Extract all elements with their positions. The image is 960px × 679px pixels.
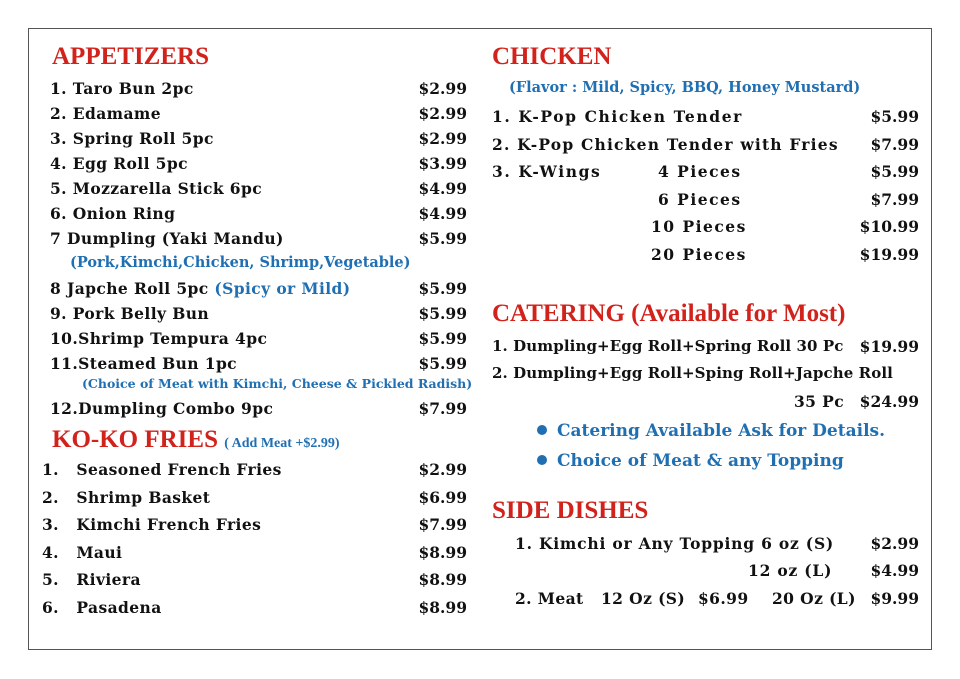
menu-item-price: $6.99 bbox=[418, 488, 467, 507]
wing-qty: 10 Pieces bbox=[651, 217, 747, 236]
menu-item-price: $2.99 bbox=[418, 460, 467, 479]
menu-item-name: 1. K-Pop Chicken Tender bbox=[492, 107, 743, 126]
menu-item-name: 10.Shrimp Tempura 4pc bbox=[50, 329, 268, 348]
menu-item-price: $5.99 bbox=[418, 329, 467, 348]
menu-item-name: 1. Taro Bun 2pc bbox=[50, 79, 194, 98]
spicy-mild-note: (Spicy or Mild) bbox=[214, 279, 351, 298]
menu-item-name: 2. K-Pop Chicken Tender with Fries bbox=[492, 135, 839, 154]
side-item-size: 12 Oz (S) bbox=[601, 589, 686, 608]
menu-item-name: 5. Mozzarella Stick 6pc bbox=[50, 179, 263, 198]
catering-item: 2. Dumpling+Egg Roll+Sping Roll+Japche Roll bbox=[492, 364, 893, 382]
wing-price: $7.99 bbox=[870, 190, 919, 209]
menu-item-name bbox=[50, 281, 351, 297]
menu-item-price: $5.99 bbox=[418, 279, 467, 298]
menu-item-price: $4.99 bbox=[418, 179, 467, 198]
fries-title bbox=[52, 427, 340, 452]
menu-item-price: $5.99 bbox=[418, 304, 467, 323]
menu-item-name: 4. Egg Roll 5pc bbox=[50, 154, 188, 173]
menu-item-name: 9. Pork Belly Bun bbox=[50, 304, 210, 323]
catering-qty: 35 Pc bbox=[794, 392, 845, 411]
menu-item-name: 3. Spring Roll 5pc bbox=[50, 129, 214, 148]
menu-item-name: 1. Seasoned French Fries bbox=[42, 460, 282, 479]
menu-item-price: $8.99 bbox=[418, 598, 467, 617]
side-dishes-title: SIDE DISHES bbox=[492, 497, 649, 524]
menu-item-price: $8.99 bbox=[418, 543, 467, 562]
side-item-name: 1. Kimchi or Any Topping 6 oz (S) bbox=[515, 534, 835, 553]
menu-item-name: 3. K-Wings bbox=[492, 162, 602, 181]
side-item-price: $6.99 bbox=[698, 589, 749, 608]
catering-price: $24.99 bbox=[859, 392, 919, 411]
fries-title-text: KO-KO FRIES bbox=[52, 426, 218, 453]
bullet-dot-icon bbox=[537, 425, 547, 435]
dumpling-options-note: (Pork,Kimchi,Chicken, Shrimp,Vegetable) bbox=[70, 254, 411, 271]
catering-bullet bbox=[537, 423, 885, 440]
menu-item-price: $2.99 bbox=[418, 79, 467, 98]
menu-item-price: $2.99 bbox=[418, 104, 467, 123]
catering-title: CATERING (Available for Most) bbox=[492, 300, 846, 327]
menu-item-name: 5. Riviera bbox=[42, 570, 141, 589]
wing-qty: 20 Pieces bbox=[651, 245, 747, 264]
appetizers-title: APPETIZERS bbox=[52, 43, 209, 70]
menu-item-price: $3.99 bbox=[418, 154, 467, 173]
chicken-title: CHICKEN bbox=[492, 43, 612, 70]
menu-item-price: $7.99 bbox=[418, 399, 467, 418]
menu-item-name: 6. Onion Ring bbox=[50, 204, 176, 223]
side-item-size: 20 Oz (L) bbox=[772, 589, 856, 608]
menu-item-price: $8.99 bbox=[418, 570, 467, 589]
menu-item-name: 7 Dumpling (Yaki Mandu) bbox=[50, 229, 284, 248]
side-item-name: 12 oz (L) bbox=[748, 561, 833, 580]
bullet-text: Choice of Meat & any Topping bbox=[557, 451, 844, 471]
side-item-price: $9.99 bbox=[870, 589, 919, 608]
menu-item-name: 6. Pasadena bbox=[42, 598, 162, 617]
steamed-bun-note: (Choice of Meat with Kimchi, Cheese & Pickled Radish) bbox=[82, 376, 473, 391]
menu-item-price: $5.99 bbox=[418, 354, 467, 373]
wing-price: $19.99 bbox=[859, 245, 919, 264]
menu-item-price: $5.99 bbox=[418, 229, 467, 248]
bullet-text: Catering Available Ask for Details. bbox=[557, 421, 886, 441]
menu-item-price: $7.99 bbox=[870, 135, 919, 154]
menu-item-name: 2. Edamame bbox=[50, 104, 161, 123]
wing-qty: 4 Pieces bbox=[658, 162, 742, 181]
wing-price: $5.99 bbox=[870, 162, 919, 181]
menu-item-name: 2. Shrimp Basket bbox=[42, 488, 211, 507]
catering-price: $19.99 bbox=[859, 337, 919, 356]
catering-bullet bbox=[537, 453, 844, 470]
menu-item-name: 12.Dumpling Combo 9pc bbox=[50, 399, 274, 418]
menu-item-price: $4.99 bbox=[418, 204, 467, 223]
wing-price: $10.99 bbox=[859, 217, 919, 236]
add-meat-note: ( Add Meat +$2.99) bbox=[224, 436, 340, 451]
side-item-price: $4.99 bbox=[870, 561, 919, 580]
menu-item-name: 11.Steamed Bun 1pc bbox=[50, 354, 238, 373]
flavor-note: (Flavor : Mild, Spicy, BBQ, Honey Mustard) bbox=[509, 79, 861, 96]
menu-item-price: $2.99 bbox=[418, 129, 467, 148]
side-item-price: $2.99 bbox=[870, 534, 919, 553]
menu-item-name: 4. Maui bbox=[42, 543, 123, 562]
menu-item-label: 8 Japche Roll 5pc bbox=[50, 279, 209, 298]
side-item-name: 2. Meat bbox=[515, 589, 584, 608]
menu-item-price: $7.99 bbox=[418, 515, 467, 534]
bullet-dot-icon bbox=[537, 455, 547, 465]
menu-item-name: 3. Kimchi French Fries bbox=[42, 515, 262, 534]
catering-item: 1. Dumpling+Egg Roll+Spring Roll 30 Pc bbox=[492, 337, 844, 355]
menu-item-price: $5.99 bbox=[870, 107, 919, 126]
wing-qty: 6 Pieces bbox=[658, 190, 742, 209]
